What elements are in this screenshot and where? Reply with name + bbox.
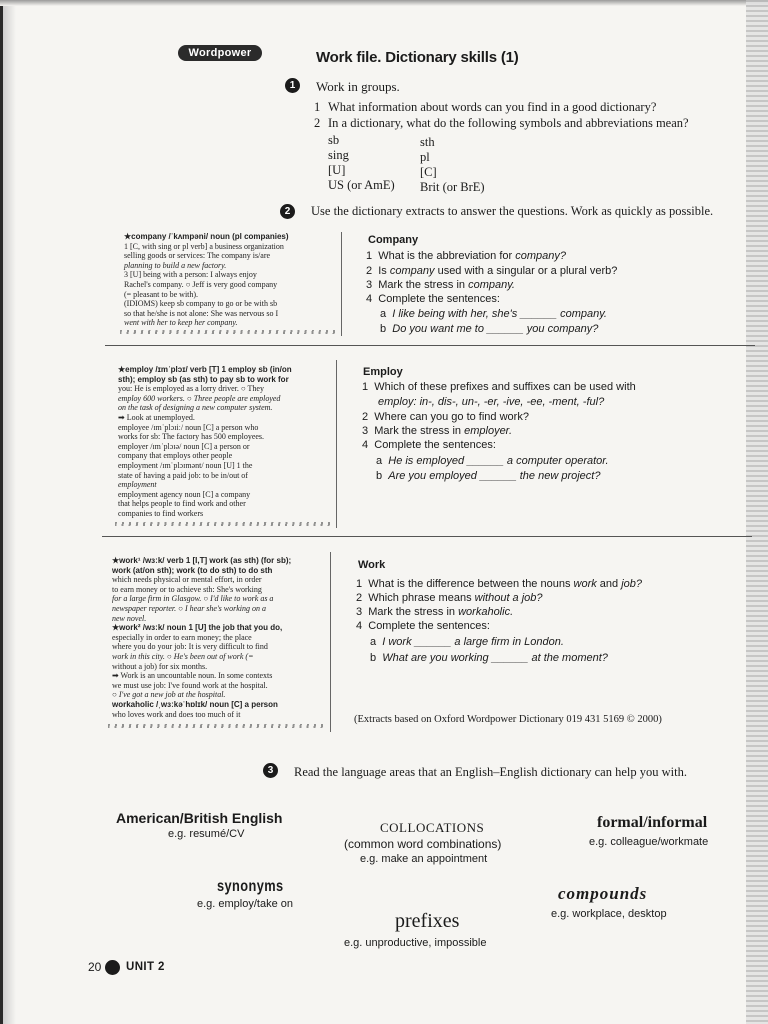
dict-line: company that employs other people (118, 451, 233, 461)
question-italic: workaholic. (458, 606, 514, 618)
area-synonyms-example: e.g. employ/take on (197, 898, 294, 910)
question-number: 1 (356, 578, 363, 590)
section-2-instruction: Use the dictionary extracts to answer the questions. Work as quickly as possible. (311, 204, 714, 218)
dict-line: 3 [U] being with a person: I always enjoy (124, 270, 257, 280)
company-question-1 (366, 250, 566, 262)
extract-torn-edge (115, 522, 333, 526)
dict-line: state of having a paid job: to be in/out of (118, 470, 248, 480)
company-dictionary-extract (124, 232, 334, 328)
dict-line: employment agency noun [C] a company (118, 489, 251, 499)
section-1-question-1 (314, 100, 656, 115)
symbol-uncountable: [U] (328, 163, 346, 177)
employ-sentence-a: a He is employed ______ a computer operator. (376, 455, 609, 467)
section-2-number: 2 (280, 204, 295, 219)
dict-line: went with her to keep her company. (124, 318, 238, 328)
work-question-4 (356, 620, 490, 632)
area-collocations-title: collocations (380, 816, 485, 836)
area-synonyms-title: synonyms (217, 878, 284, 895)
employ-question-1 (362, 381, 636, 393)
sentence-letter: b (376, 470, 383, 482)
symbol-sth: sth (420, 135, 435, 149)
dict-line: ★work² /wɜːk/ noun 1 [U] the job that you do, (112, 623, 283, 633)
footer-bullet-icon (105, 960, 120, 975)
extract-torn-edge (108, 724, 326, 728)
question-italic: work (573, 578, 597, 590)
question-text: Which phrase means (368, 592, 475, 604)
sentence-after: the new project? (519, 470, 601, 482)
question-text: Complete the sentences: (368, 620, 490, 632)
sentence-before: Are you employed (388, 470, 477, 482)
page-top-shadow (0, 0, 768, 6)
employ-sentence-b: b Are you employed ______ the new project? (376, 470, 601, 482)
wordpower-badge: Wordpower (178, 45, 262, 61)
dict-line: especially in order to earn money; the place (112, 632, 252, 642)
dict-line: ➡ Work is an uncountable noun. In some contexts (112, 671, 273, 681)
question-text: Mark the stress in (378, 279, 469, 291)
question-italic: company. (468, 279, 515, 291)
dict-line: for a large firm in Glasgow. ○ I'd like to work as a (112, 594, 274, 604)
question-number: 1 (366, 250, 373, 262)
dict-line: so that he/she is not alone: She was nervous so I (124, 308, 279, 318)
company-question-3 (366, 279, 515, 291)
sentence-letter: a (380, 308, 387, 320)
area-american-british-example (168, 828, 244, 840)
dict-line: 1 [C, with sing or pl verb] a business organization (124, 241, 284, 251)
sentence-after: at the moment? (531, 652, 608, 664)
page-binding-shadow (0, 0, 16, 1024)
question-text: What is the abbreviation for (378, 250, 516, 262)
question-text: and (596, 578, 622, 590)
question-number: 1 (314, 100, 321, 114)
work-exercise-title: Work (358, 559, 386, 571)
question-text: Complete the sentences: (374, 439, 496, 451)
question-text: Mark the stress in (368, 606, 459, 618)
question-italic: employer. (464, 425, 512, 437)
dict-line: (IDIOMS) keep sb company to go or be with sb (124, 299, 278, 309)
work-question-1 (356, 578, 642, 590)
question-number: 2 (356, 592, 363, 604)
section-divider (102, 536, 752, 537)
question-text: used with a singular or a plural verb? (434, 265, 618, 277)
dict-line: ★employ /ɪmˈplɔɪ/ verb [T] 1 employ sb (in/on (118, 365, 292, 374)
dict-line: where you do your job: It is very difficult to find (112, 642, 268, 652)
dict-line: we must use job: I've found work at the hospital. (112, 680, 268, 690)
extract-torn-edge (120, 330, 335, 334)
employ-question-1-cont: employ: in-, dis-, un-, -er, -ive, -ee, -ment, -ful? (378, 396, 605, 408)
section-1-question-2 (314, 116, 689, 131)
dict-line: work in this city. ○ He's been out of work (= (112, 651, 254, 661)
area-prefixes-title: prefixes (395, 910, 460, 932)
sentence-after: company. (560, 308, 607, 320)
dict-line: you: He is employed as a lorry driver. ○ They (118, 384, 264, 394)
section-1-number: 1 (285, 78, 300, 93)
question-text: Mark the stress in (374, 425, 465, 437)
work-dictionary-extract (112, 556, 324, 719)
sentence-before: I like being with her, she's (392, 308, 518, 320)
dict-line: newspaper reporter. ○ I hear she's working on a (112, 603, 267, 613)
symbol-sb: sb (328, 133, 340, 147)
dict-line: selling goods or services: The company is/are (124, 251, 271, 261)
symbol-sing: sing (328, 148, 349, 162)
question-text: Is (378, 265, 390, 277)
dict-line: works for sb: The factory has 500 employees. (118, 432, 265, 442)
symbol-countable: [C] (420, 165, 437, 179)
question-italic: company (389, 265, 435, 277)
column-divider (330, 552, 331, 732)
area-collocations-subtitle: (common word combinations) (344, 837, 502, 851)
work-question-3 (356, 606, 513, 618)
sentence-letter: a (376, 455, 383, 467)
example-text: e.g. resumé/CV (168, 828, 245, 840)
question-number: 3 (366, 279, 373, 291)
question-number: 1 (362, 381, 369, 393)
extracts-source-note: (Extracts based on Oxford Wordpower Dictionary 019 431 5169 © 2000) (354, 714, 662, 725)
dict-line: employment /ɪmˈplɔɪmənt/ noun [U] 1 the (118, 460, 253, 470)
area-prefixes-example: e.g. unproductive, impossible (344, 937, 487, 949)
work-sentence-a: a I work ______ a large firm in London. (370, 636, 564, 648)
dict-line: on the task of designing a new computer system. (118, 403, 273, 413)
employ-question-3 (362, 425, 512, 437)
company-question-2 (366, 265, 617, 277)
question-number: 2 (314, 116, 321, 130)
company-sentence-b: b Do you want me to ______ you company? (380, 323, 599, 335)
dict-line: without a job) for six months. (112, 661, 208, 671)
dict-line: Rachel's company. ○ Jeff is very good company (124, 279, 278, 289)
column-divider (341, 232, 342, 336)
area-formal-informal-title: formal/informal (597, 814, 708, 831)
area-collocations-example: e.g. make an appointment (360, 853, 488, 865)
dict-line: which needs physical or mental effort, in order (112, 575, 262, 585)
question-number: 3 (356, 606, 363, 618)
page-title: Work file. Dictionary skills (1) (316, 49, 519, 66)
dict-line: employer /ɪmˈplɔɪə/ noun [C] a person or (118, 441, 250, 451)
work-sentence-b: b What are you working ______ at the moment? (370, 652, 608, 664)
sentence-after: a computer operator. (506, 455, 609, 467)
section-1-instruction: Work in groups. (316, 79, 400, 94)
question-text: What is the difference between the nouns (368, 578, 574, 590)
dict-line: employee /ɪmˈplɔɪiː/ noun [C] a person who (118, 422, 259, 432)
company-sentence-a: a I like being with her, she's ______ company. (380, 308, 607, 320)
dict-line: ➡ Look at unemployed. (118, 412, 195, 422)
question-italic: company? (515, 250, 566, 262)
section-3-instruction: Read the language areas that an English–English dictionary can help you with. (294, 765, 687, 779)
unit-label: UNIT 2 (126, 961, 165, 973)
dict-line: employment (118, 480, 157, 490)
sentence-before: He is employed (388, 455, 465, 467)
question-number: 3 (362, 425, 369, 437)
dict-line: employ 600 workers. ○ Three people are employed (118, 393, 281, 403)
question-text: Which of these prefixes and suffixes can be used with (374, 381, 636, 393)
question-number: 4 (362, 439, 369, 451)
section-divider (105, 345, 755, 346)
employ-exercise-title: Employ (363, 366, 403, 378)
sentence-letter: b (370, 652, 377, 664)
area-compounds-title: compounds (558, 884, 648, 903)
question-number: 2 (362, 411, 369, 423)
dict-line: planning to build a new factory. (124, 260, 227, 270)
sentence-after: you company? (526, 323, 599, 335)
employ-dictionary-extract (118, 365, 328, 519)
dict-line: (= pleasant to be with). (124, 289, 199, 299)
question-number: 2 (366, 265, 373, 277)
symbol-pl: pl (420, 150, 430, 164)
company-question-4 (366, 293, 500, 305)
dict-line: ★work¹ /wɜːk/ verb 1 [I,T] work (as sth) (for sb); (112, 556, 292, 565)
dict-line: sth); employ sb (as sth) to pay sb to work for (118, 374, 289, 384)
dict-line: who loves work and does too much of it (112, 709, 241, 719)
page-edge-stripes (746, 0, 768, 1024)
symbol-us: US (or AmE) (328, 178, 395, 192)
question-number: 4 (366, 293, 373, 305)
dict-line: work (at/on sth); work (to do sth) to do sth (112, 565, 273, 575)
area-compounds-example: e.g. workplace, desktop (551, 908, 667, 920)
dict-line: new novel. (112, 613, 147, 623)
area-formal-informal-example: e.g. colleague/workmate (589, 836, 709, 848)
question-text: In a dictionary, what do the following symbols and abbreviations mean? (328, 116, 689, 130)
question-text: What information about words can you find in a good dictionary? (328, 100, 657, 114)
question-number: 4 (356, 620, 363, 632)
question-text: Complete the sentences: (378, 293, 500, 305)
dict-line: workaholic /ˌwɜːkəˈhɒlɪk/ noun [C] a person (112, 699, 278, 709)
sentence-before: What are you working (382, 652, 489, 664)
symbol-brit: Brit (or BrE) (420, 180, 485, 194)
section-3-number: 3 (263, 763, 278, 778)
sentence-letter: a (370, 636, 377, 648)
sentence-after: a large firm in London. (454, 636, 564, 648)
question-italic: without a job? (474, 592, 543, 604)
question-italic: job? (621, 578, 643, 590)
sentence-before: Do you want me to (392, 323, 484, 335)
company-exercise-title: Company (368, 234, 419, 246)
sentence-before: I work (382, 636, 412, 648)
area-american-british-title: American/British English (116, 810, 283, 826)
question-text: Where can you go to find work? (374, 411, 529, 423)
dict-line: ★company /ˈkʌmpəni/ noun (pl companies) (124, 232, 289, 241)
column-divider (336, 360, 337, 528)
work-question-2 (356, 592, 543, 604)
employ-question-2 (362, 411, 529, 423)
sentence-letter: b (380, 323, 387, 335)
dict-line: to earn money or to achieve sth: She's working (112, 584, 262, 594)
dict-line: companies to find workers (118, 508, 204, 518)
dict-line: ○ I've got a new job at the hospital. (112, 690, 226, 700)
dict-line: that helps people to find work and other (118, 499, 246, 509)
page-number: 20 (88, 960, 102, 974)
employ-question-4 (362, 439, 496, 451)
